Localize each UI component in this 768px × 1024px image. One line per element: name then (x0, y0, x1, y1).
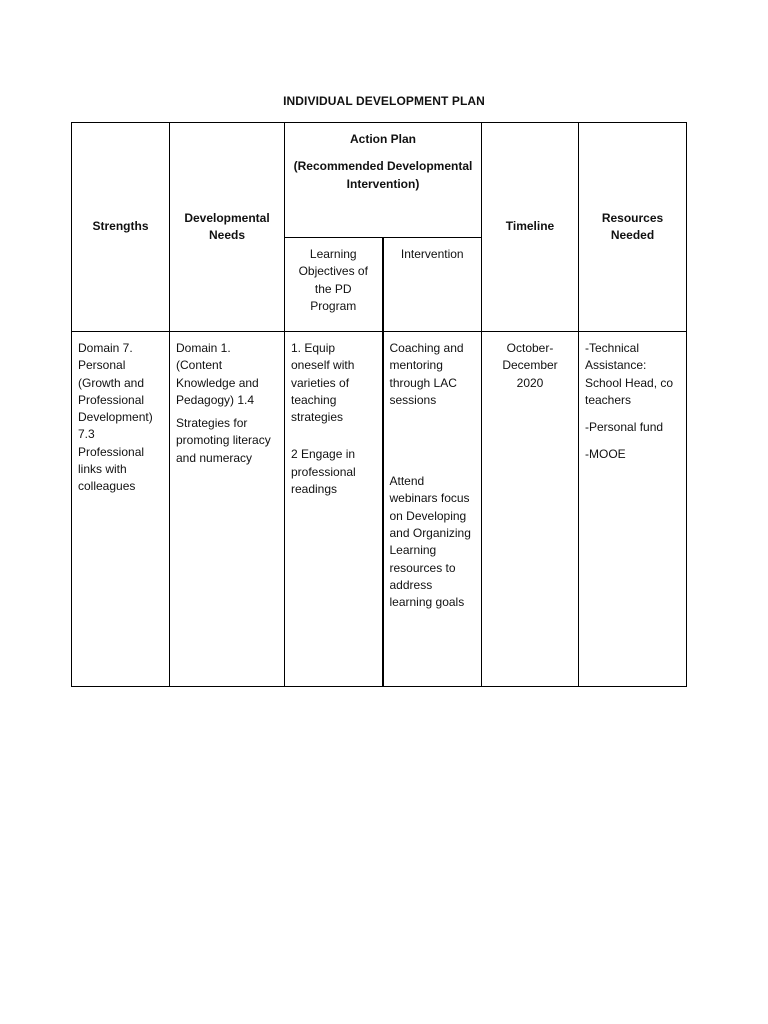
header-strengths-label: Strengths (92, 219, 149, 234)
header-developmental-needs (170, 123, 285, 332)
cell-intervention (383, 332, 482, 687)
header-resources-label: Resources Needed (601, 210, 664, 242)
cell-strengths (72, 332, 170, 687)
header-intervention-label: Intervention (400, 247, 464, 261)
header-learning-objectives (285, 238, 383, 332)
header-row (72, 123, 687, 238)
header-action-plan (285, 123, 482, 238)
developmental-need-1: Domain 1. (Content Knowledge and Pedagogy) 1.4 (176, 341, 259, 407)
developmental-need-2: Strategies for promoting literacy and numeracy (176, 416, 271, 465)
strengths-text: Domain 7. Personal (Growth and Professional Development) 7.3 Professional links with colleagues (78, 341, 153, 494)
cell-developmental-needs (170, 332, 285, 687)
header-action-plan-label: Action Plan (349, 132, 416, 146)
resource-3: -MOOE (585, 447, 626, 462)
cell-timeline (482, 332, 579, 687)
development-plan-table (71, 122, 687, 687)
header-resources (579, 123, 687, 332)
header-timeline-label: Timeline (505, 219, 555, 234)
cell-resources (579, 332, 687, 687)
cell-learning-objectives (285, 332, 383, 687)
header-strengths (72, 123, 170, 332)
learning-objective-2: 2 Engage in professional readings (291, 447, 356, 497)
intervention-1: Coaching and mentoring through LAC sessions (389, 341, 464, 407)
header-timeline (482, 123, 579, 332)
header-learning-objectives-label: Learning Objectives of the PD Program (298, 247, 368, 313)
table-row (72, 332, 687, 687)
resource-2: -Personal fund (585, 420, 664, 435)
page-title: INDIVIDUAL DEVELOPMENT PLAN (283, 94, 485, 108)
header-developmental-needs-label: Developmental Needs (184, 210, 270, 242)
timeline-text: October-December 2020 (502, 341, 558, 390)
header-intervention (383, 238, 482, 332)
resource-1: -Technical Assistance: School Head, co teachers (585, 341, 674, 407)
learning-objective-1: 1. Equip oneself with varieties of teaching strategies (291, 341, 355, 425)
intervention-2: Attend webinars focus on Developing and Organizing Learning resources to address learning goals (389, 474, 471, 610)
header-action-plan-sub: (Recommended Developmental Intervention) (293, 159, 473, 191)
